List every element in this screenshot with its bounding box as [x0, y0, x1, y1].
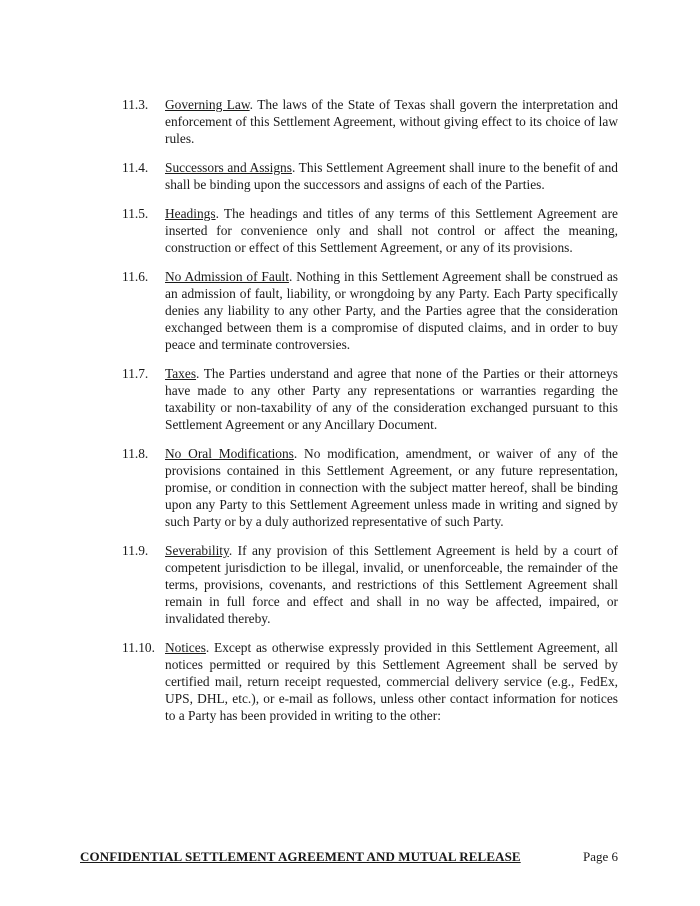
- section-text-block: [165, 205, 618, 256]
- section-number: 11.10.: [122, 640, 155, 655]
- section-body-text: . This Settlement Agreement shall inure to the benefit of and shall be binding upon the successors and assigns of each of the Parties.: [165, 160, 618, 192]
- section-number: 11.7.: [122, 366, 149, 381]
- section-heading: No Oral Modifications: [165, 446, 294, 461]
- section-heading: Notices: [165, 640, 206, 655]
- section-number: 11.3.: [122, 97, 149, 112]
- section-number: 11.9.: [122, 543, 149, 558]
- section-text-block: [165, 96, 618, 147]
- section-heading: Headings: [165, 206, 216, 221]
- section-number: 11.5.: [122, 206, 149, 221]
- section-heading: Successors and Assigns: [165, 160, 292, 175]
- section-paragraph: [122, 445, 618, 530]
- section-heading: Severability: [165, 543, 229, 558]
- section-body-text: . The headings and titles of any terms of this Settlement Agreement are inserted for convenience only and shall not control or affect the meaning, construction or effect of this Settlement Agreement, or any of its provisions.: [165, 206, 618, 255]
- document-body: [122, 96, 618, 736]
- section-body-text: . Nothing in this Settlement Agreement shall be construed as an admission of fault, liability, or wrongdoing by any Party. Each Party specifically denies any liability to any other Party, and the Parties agree that the consideration exchanged between them is a compromise of disputed claims, and in order to buy peace and terminate controversies.: [165, 269, 618, 352]
- section-body-text: . If any provision of this Settlement Agreement is held by a court of competent jurisdiction to be illegal, invalid, or unenforceable, the remainder of the terms, provisions, covenants, and restrictions of this Settlement Agreement shall remain in full force and effect and shall in no way be affected, impaired, or invalidated thereby.: [165, 543, 618, 626]
- section-number: 11.4.: [122, 160, 149, 175]
- section-text-block: [165, 268, 618, 353]
- section-body-text: . The laws of the State of Texas shall govern the interpretation and enforcement of this Settlement Agreement, without giving effect to its choice of law rules.: [165, 97, 618, 146]
- section-body-text: . The Parties understand and agree that none of the Parties or their attorneys have made to any other Party any representations or warranties regarding the taxability or non-taxability of any of the consideration exchanged pursuant to this Settlement Agreement or any Ancillary Document.: [165, 366, 618, 432]
- section-heading: No Admission of Fault: [165, 269, 289, 284]
- section-text-block: [165, 159, 618, 193]
- section-heading: Governing Law: [165, 97, 250, 112]
- section-paragraph: [122, 365, 618, 433]
- section-text-block: [165, 445, 618, 530]
- section-paragraph: [122, 268, 618, 353]
- page-footer: [80, 849, 618, 865]
- section-paragraph: [122, 639, 618, 724]
- section-paragraph: [122, 96, 618, 147]
- section-body-text: . No modification, amendment, or waiver of any of the provisions contained in this Settlement Agreement, or any future representation, promise, or condition in connection with the subject matter hereof, shall be binding upon any Party to this Settlement Agreement unless made in writing and signed by such Party or by a duly authorized representative of such Party.: [165, 446, 618, 529]
- section-number: 11.6.: [122, 269, 149, 284]
- section-body-text: . Except as otherwise expressly provided in this Settlement Agreement, all notices permitted or required by this Settlement Agreement shall be served by certified mail, return receipt requested, commercial delivery service (e.g., FedEx, UPS, DHL, etc.), or e-mail as follows, unless other contact information for notices to a Party has been provided in writing to the other:: [165, 640, 618, 723]
- section-paragraph: [122, 205, 618, 256]
- section-text-block: [165, 542, 618, 627]
- section-paragraph: [122, 159, 618, 193]
- section-number: 11.8.: [122, 446, 149, 461]
- section-text-block: [165, 639, 618, 724]
- section-paragraph: [122, 542, 618, 627]
- footer-title: CONFIDENTIAL SETTLEMENT AGREEMENT AND MUTUAL RELEASE: [80, 849, 521, 864]
- page-number: Page 6: [582, 849, 618, 864]
- section-heading: Taxes: [165, 366, 197, 381]
- section-text-block: [165, 365, 618, 433]
